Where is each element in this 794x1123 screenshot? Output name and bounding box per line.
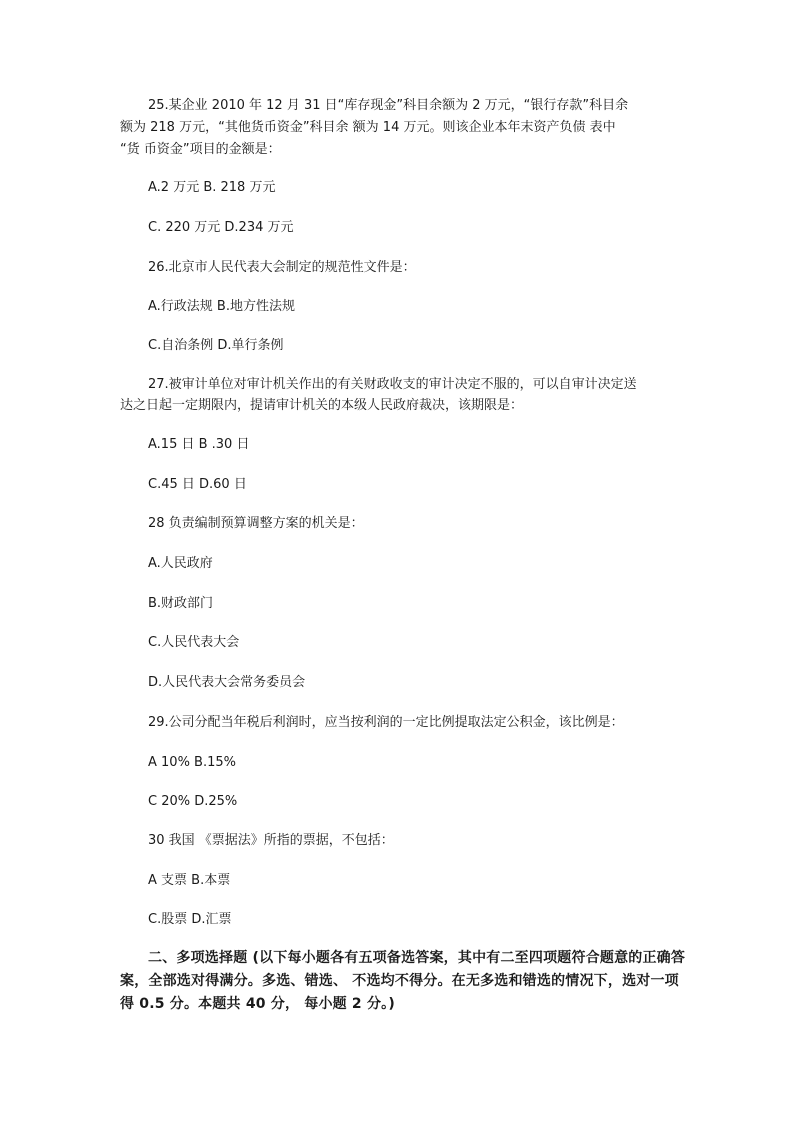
- q26-options-cd: C.自治条例 D.单行条例: [148, 338, 284, 353]
- q27-options-ab: A.15 日 B .30 日: [148, 437, 250, 452]
- q29-stem: 29.公司分配当年税后利润时，应当按利润的一定比例提取法定公积金，该比例是：: [148, 715, 624, 730]
- q25-stem-line3: “货 币资金”项目的金额是：: [120, 142, 281, 157]
- q28-option-d: D.人民代表大会常务委员会: [148, 675, 306, 690]
- q27-stem-line1: 27.被审计单位对审计机关作出的有关财政收支的审计决定不服的，可以自审计决定送: [148, 377, 637, 392]
- q27-options-cd: C.45 日 D.60 日: [148, 477, 247, 492]
- q25-options-ab: A.2 万元 B. 218 万元: [148, 180, 276, 195]
- q29-options-ab: A 10% B.15%: [148, 755, 236, 770]
- q30-options-cd: C.股票 D.汇票: [148, 912, 232, 927]
- q28-option-a: A.人民政府: [148, 556, 213, 571]
- section2-heading-line2: 案，全部选对得满分。多选、错选、 不选均不得分。在无多选和错选的情况下，选对一项: [120, 973, 679, 989]
- q30-stem: 30 我国 《票据法》所指的票据，不包括：: [148, 833, 394, 848]
- q25-stem-line1: 25.某企业 2010 年 12 月 31 日“库存现金”科目余额为 2 万元，“银行存款”科目余: [148, 98, 629, 113]
- section2-heading-line3: 得 0.5 分。本题共 40 分， 每小题 2 分。): [120, 996, 395, 1012]
- q29-options-cd: C 20% D.25%: [148, 794, 238, 809]
- q28-stem: 28 负责编制预算调整方案的机关是：: [148, 516, 364, 531]
- q26-options-ab: A.行政法规 B.地方性法规: [148, 299, 295, 314]
- q30-options-ab: A 支票 B.本票: [148, 873, 231, 888]
- q25-options-cd: C. 220 万元 D.234 万元: [148, 220, 294, 235]
- q28-option-c: C.人民代表大会: [148, 635, 240, 650]
- q26-stem: 26.北京市人民代表大会制定的规范性文件是：: [148, 260, 416, 275]
- section2-heading-line1: 二、多项选择题 (以下每小题各有五项备选答案，其中有二至四项题符合题意的正确答: [148, 950, 686, 966]
- q27-stem-line2: 达之日起一定期限内，提请审计机关的本级人民政府裁决，该期限是：: [120, 398, 524, 413]
- q25-stem-line2: 额为 218 万元，“其他货币资金”科目余 额为 14 万元。则该企业本年末资产负债 表中: [120, 120, 616, 135]
- q28-option-b: B.财政部门: [148, 596, 214, 611]
